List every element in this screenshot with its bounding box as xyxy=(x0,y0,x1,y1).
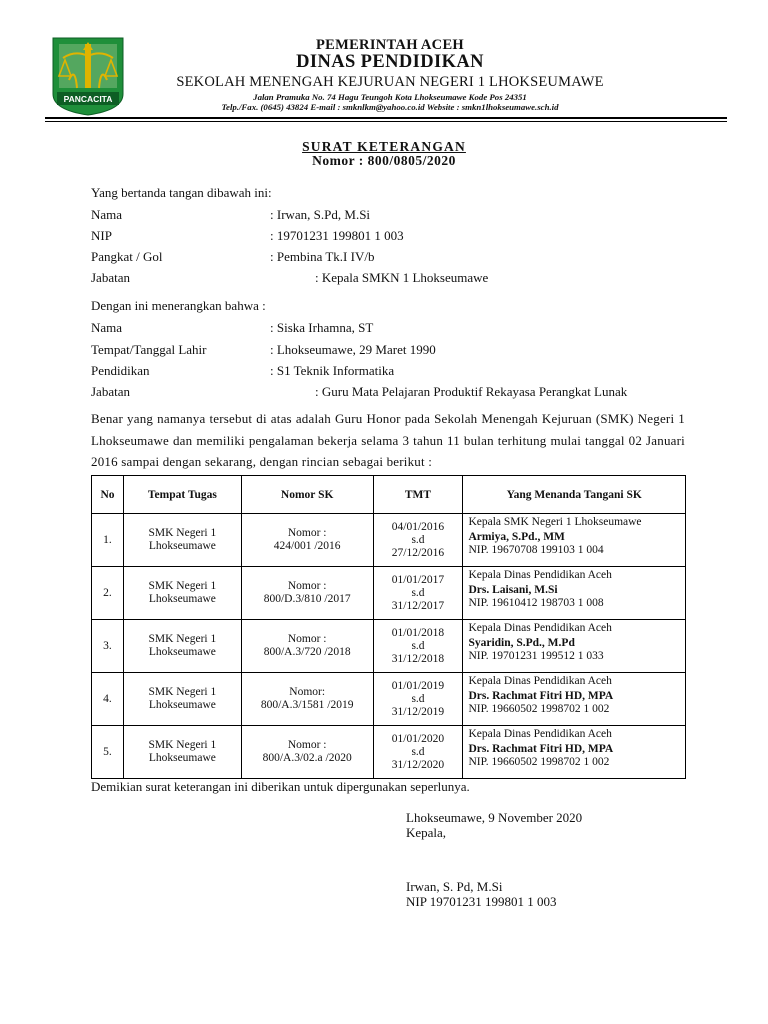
col-header-tempat: Tempat Tugas xyxy=(123,476,241,514)
intro2-text: Dengan ini menerangkan bahwa : xyxy=(91,298,266,313)
cell-tmt-sd: s.d xyxy=(411,639,425,652)
cell-tempat-line1: SMK Negeri 1 xyxy=(148,739,217,751)
cell-signer-title: Kepala Dinas Pendidikan Aceh xyxy=(468,622,612,634)
cell-no: 4. xyxy=(92,673,124,726)
subject-name-label: Nama xyxy=(91,320,123,335)
header-agency: DINAS PENDIDIKAN xyxy=(296,52,484,72)
cell-tmt-end: 31/12/2018 xyxy=(391,652,445,665)
cell-tmt-start: 01/01/2017 xyxy=(391,573,445,586)
cell-tempat-line1: SMK Negeri 1 xyxy=(148,686,217,698)
subject-position-value: : Guru Mata Pelajaran Produktif Rekayasa Perangkat Lunak xyxy=(315,384,628,399)
cell-tempat-line2: Lhokseumawe xyxy=(148,752,216,764)
cell-tempat-line1: SMK Negeri 1 xyxy=(148,633,217,645)
header-rule-thick xyxy=(45,117,727,119)
signature-nip: NIP 19701231 199801 1 003 xyxy=(406,894,557,909)
signature-place-date: Lhokseumawe, 9 November 2020 xyxy=(406,810,583,825)
cell-signer-nip: NIP. 19660502 1998702 1 002 xyxy=(468,703,610,715)
intro-text: Yang bertanda tangan dibawah ini: xyxy=(91,185,272,200)
cell-tmt xyxy=(373,673,463,726)
cell-tmt xyxy=(373,726,463,779)
subject-name-value: : Siska Irhamna, ST xyxy=(270,320,374,335)
table-row xyxy=(92,514,686,567)
cell-signer-title: Kepala Dinas Pendidikan Aceh xyxy=(468,728,612,740)
cell-signer-nip: NIP. 19610412 198703 1 008 xyxy=(468,597,604,609)
cell-tmt-end: 31/12/2017 xyxy=(391,599,445,612)
cell-tmt-start: 01/01/2018 xyxy=(391,626,445,639)
cell-sk xyxy=(241,726,373,779)
cell-signer-title: Kepala Dinas Pendidikan Aceh xyxy=(468,675,612,687)
cell-sk-line2: 800/A.3/02.a /2020 xyxy=(262,752,352,764)
cell-tmt-start: 01/01/2020 xyxy=(391,732,445,745)
cell-signer-title: Kepala SMK Negeri 1 Lhokseumawe xyxy=(468,516,642,528)
cell-tempat xyxy=(123,673,241,726)
signer-position-label: Jabatan xyxy=(91,270,130,285)
header-government: PEMERINTAH ACEH xyxy=(315,37,465,53)
cell-tempat xyxy=(123,567,241,620)
subject-position-label: Jabatan xyxy=(91,384,130,399)
table-row xyxy=(92,567,686,620)
cell-penandatangan xyxy=(463,673,686,726)
cell-sk-line1: Nomor : xyxy=(287,633,327,645)
cell-signer-name: Armiya, S.Pd., MM xyxy=(468,531,565,543)
cell-signer-nip: NIP. 19701231 199512 1 033 xyxy=(468,650,604,662)
cell-sk-line1: Nomor: xyxy=(289,686,326,698)
subject-birth-label: Tempat/Tanggal Lahir xyxy=(91,342,207,357)
cell-sk-line2: 800/A.3/1581 /2019 xyxy=(260,699,354,711)
col-header-tmt: TMT xyxy=(373,476,463,514)
cell-signer-name: Drs. Laisani, M.Si xyxy=(468,584,558,596)
cell-signer-name: Drs. Rachmat Fitri HD, MPA xyxy=(468,743,614,755)
header-address: Jalan Pramuka No. 74 Hagu Teungoh Kota Lhokseumawe Kode Pos 24351 xyxy=(253,92,527,102)
cell-no: 5. xyxy=(92,726,124,779)
cell-tempat xyxy=(123,726,241,779)
cell-penandatangan xyxy=(463,567,686,620)
cell-sk-line2: 800/A.3/720 /2018 xyxy=(263,646,351,658)
signer-nip-label: NIP xyxy=(91,228,112,243)
signer-name-label: Nama xyxy=(91,207,123,222)
cell-no: 2. xyxy=(92,567,124,620)
cell-tempat-line2: Lhokseumawe xyxy=(148,699,216,711)
table-row xyxy=(92,673,686,726)
cell-no: 1. xyxy=(92,514,124,567)
col-header-nomor-sk: Nomor SK xyxy=(241,476,373,514)
cell-penandatangan xyxy=(463,726,686,779)
logo-text: PANCACITA xyxy=(63,94,113,104)
work-history-table xyxy=(91,475,686,779)
cell-sk-line2: 424/001 /2016 xyxy=(273,540,341,552)
cell-tempat xyxy=(123,514,241,567)
body-paragraph: Benar yang namanya tersebut di atas adalah Guru Honor pada Sekolah Menengah Kejuruan (SMK) Negeri 1 Lhokseumawe dan memiliki pengalaman bekerja selama 3 tahun 11 bulan terhitung mulai tanggal 02 Januari 2016 sampai dengan sekarang, dengan rincian sebagai berikut : xyxy=(91,411,685,469)
cell-tmt xyxy=(373,514,463,567)
cell-tmt-start: 01/01/2019 xyxy=(391,679,445,692)
letter-title: SURAT KETERANGAN xyxy=(302,139,466,154)
cell-tmt-end: 31/12/2020 xyxy=(391,758,445,771)
subject-birth-value: : Lhokseumawe, 29 Maret 1990 xyxy=(270,342,436,357)
header-rule-thin xyxy=(45,121,727,122)
cell-tmt-end: 27/12/2016 xyxy=(391,546,445,559)
signer-position-value: : Kepala SMKN 1 Lhokseumawe xyxy=(315,270,489,285)
cell-tmt-sd: s.d xyxy=(411,586,425,599)
cell-tmt-start: 04/01/2016 xyxy=(391,520,445,533)
cell-tempat-line1: SMK Negeri 1 xyxy=(148,580,217,592)
col-header-penandatangan: Yang Menanda Tangani SK xyxy=(463,476,686,514)
table-row xyxy=(92,620,686,673)
cell-signer-name: Drs. Rachmat Fitri HD, MPA xyxy=(468,690,614,702)
cell-sk xyxy=(241,567,373,620)
signer-name-value: : Irwan, S.Pd, M.Si xyxy=(270,207,371,222)
subject-education-value: : S1 Teknik Informatika xyxy=(270,363,395,378)
cell-sk-line1: Nomor : xyxy=(287,527,327,539)
cell-signer-title: Kepala Dinas Pendidikan Aceh xyxy=(468,569,612,581)
header-school: SEKOLAH MENENGAH KEJURUAN NEGERI 1 LHOKSEUMAWE xyxy=(176,74,604,90)
cell-signer-nip: NIP. 19660502 1998702 1 002 xyxy=(468,756,610,768)
cell-tempat-line2: Lhokseumawe xyxy=(148,646,216,658)
signer-nip-value: : 19701231 199801 1 003 xyxy=(270,228,404,243)
cell-signer-name: Syaridin, S.Pd., M.Pd xyxy=(468,637,575,649)
cell-penandatangan xyxy=(463,620,686,673)
table-header-row xyxy=(92,476,686,514)
cell-tmt-sd: s.d xyxy=(411,692,425,705)
cell-tmt xyxy=(373,620,463,673)
cell-sk-line2: 800/D.3/810 /2017 xyxy=(263,593,351,605)
cell-sk xyxy=(241,620,373,673)
signer-rank-label: Pangkat / Gol xyxy=(91,249,163,264)
cell-tmt-sd: s.d xyxy=(411,533,425,546)
table-row xyxy=(92,726,686,779)
col-header-no: No xyxy=(92,476,124,514)
cell-tmt xyxy=(373,567,463,620)
cell-sk xyxy=(241,514,373,567)
cell-sk-line1: Nomor : xyxy=(287,580,327,592)
signature-name: Irwan, S. Pd, M.Si xyxy=(406,879,503,894)
cell-no: 3. xyxy=(92,620,124,673)
cell-tempat-line2: Lhokseumawe xyxy=(148,540,216,552)
cell-sk xyxy=(241,673,373,726)
cell-tempat-line1: SMK Negeri 1 xyxy=(148,527,217,539)
letter-number: Nomor : 800/0805/2020 xyxy=(312,153,456,168)
cell-signer-nip: NIP. 19670708 199103 1 004 xyxy=(468,544,604,556)
cell-sk-line1: Nomor : xyxy=(287,739,327,751)
cell-penandatangan xyxy=(463,514,686,567)
cell-tempat-line2: Lhokseumawe xyxy=(148,593,216,605)
subject-education-label: Pendidikan xyxy=(91,363,150,378)
cell-tmt-end: 31/12/2019 xyxy=(391,705,445,718)
signature-role: Kepala, xyxy=(406,825,447,840)
header-contact: Telp./Fax. (0645) 43824 E-mail : smknlkm@yahoo.co.id Website : smkn1lhokseumawe.sch.id xyxy=(221,102,559,112)
signer-rank-value: : Pembina Tk.I IV/b xyxy=(270,249,375,264)
closing-text: Demikian surat keterangan ini diberikan untuk dipergunakan seperlunya. xyxy=(91,779,470,794)
cell-tempat xyxy=(123,620,241,673)
cell-tmt-sd: s.d xyxy=(411,745,425,758)
pancacita-logo xyxy=(49,36,127,116)
